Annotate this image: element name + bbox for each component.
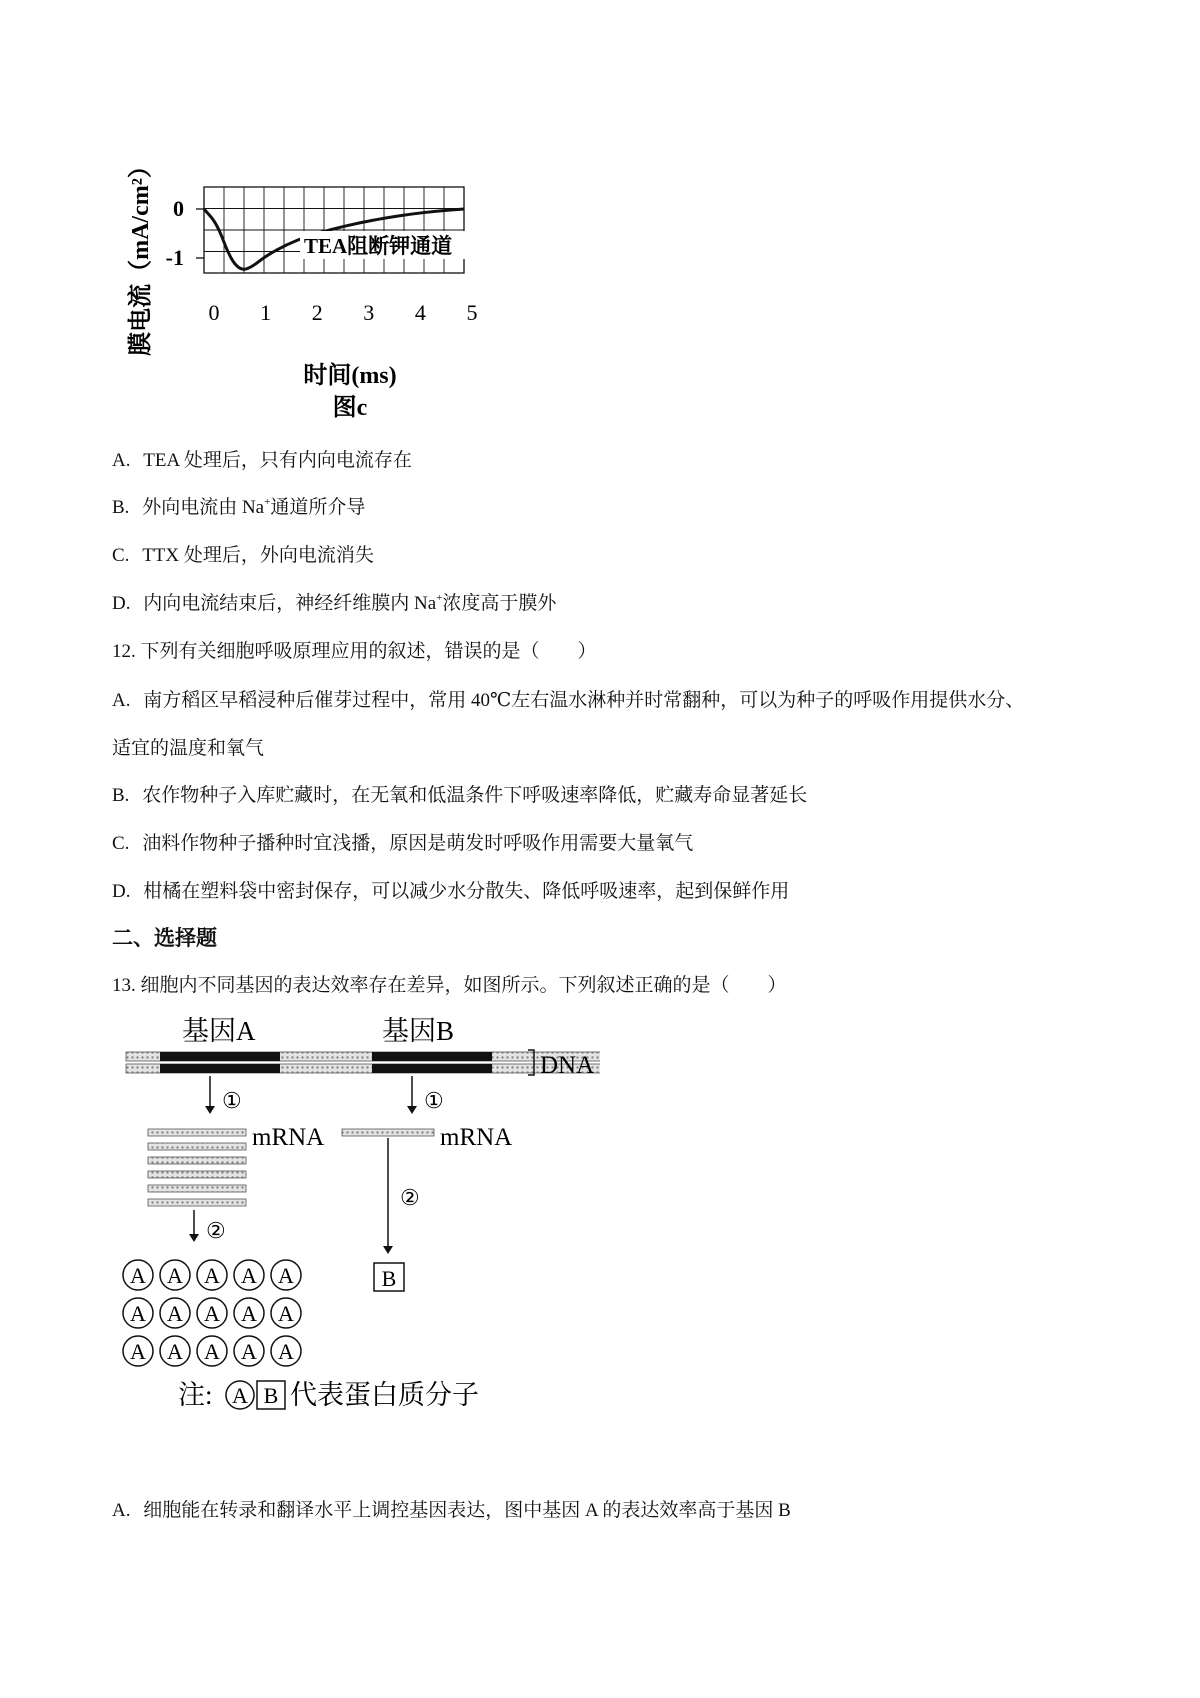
arrowhead-translation-b xyxy=(383,1246,393,1254)
protein-a-molecule xyxy=(123,1260,153,1290)
protein-a-molecule xyxy=(197,1336,227,1366)
q13-option-a xyxy=(112,1500,791,1523)
dna-strand xyxy=(126,1052,600,1073)
q12-option-b xyxy=(112,785,807,808)
q11-option-a xyxy=(112,450,412,473)
q11-option-d xyxy=(112,593,556,616)
protein-a-molecule xyxy=(123,1336,153,1366)
svg-text:A: A xyxy=(278,1263,294,1288)
protein-a-molecule xyxy=(271,1298,301,1328)
x-tick-label: 3 xyxy=(363,300,375,325)
x-axis-label: 时间(ms) xyxy=(303,363,397,389)
option-letter: A. xyxy=(112,450,131,471)
q12-stem: 12. 下列有关细胞呼吸原理应用的叙述，错误的是（ ） xyxy=(112,641,597,662)
option-text: 内向电流结束后，神经纤维膜内 Na+浓度高于膜外 xyxy=(143,592,557,614)
protein-a-molecule xyxy=(160,1298,190,1328)
svg-text:A: A xyxy=(167,1263,183,1288)
option-text: 外向电流由 Na+通道所介导 xyxy=(142,496,366,518)
protein-a-molecule xyxy=(160,1260,190,1290)
mrna-label-b: mRNA xyxy=(440,1124,513,1151)
y-tick-0: 0 xyxy=(173,196,184,221)
protein-a-molecule xyxy=(234,1298,264,1328)
q12-option-d xyxy=(112,881,789,904)
gene-a-label: 基因A xyxy=(182,1016,256,1046)
option-letter: C. xyxy=(112,545,130,566)
x-tick-label: 2 xyxy=(311,300,323,325)
option-letter: D. xyxy=(112,881,131,902)
arrowhead-translation-a xyxy=(189,1234,199,1242)
mrna-strand-a xyxy=(148,1157,246,1164)
gene-expression-figure xyxy=(110,1010,600,1430)
option-text: 柑橘在塑料袋中密封保存，可以减少水分散失、降低呼吸速率，起到保鲜作用 xyxy=(143,881,790,902)
q12-option-a-continued: 适宜的温度和氧气 xyxy=(112,738,265,759)
svg-text:A: A xyxy=(167,1301,183,1326)
arrowhead-transcription-a xyxy=(205,1106,215,1114)
q13-stem: 13. 细胞内不同基因的表达效率存在差异，如图所示。下列叙述正确的是（ ） xyxy=(112,975,787,996)
q11-option-c xyxy=(112,545,374,568)
q12-option-c xyxy=(112,833,693,856)
svg-text:A: A xyxy=(204,1301,220,1326)
option-letter: B. xyxy=(112,497,130,518)
step1-label-a: ① xyxy=(222,1088,242,1113)
x-tick-label: 1 xyxy=(260,300,272,325)
protein-a-molecule xyxy=(197,1298,227,1328)
mrna-strand-a xyxy=(148,1171,246,1178)
svg-text:A: A xyxy=(204,1339,220,1364)
svg-text:A: A xyxy=(130,1339,146,1364)
step2-label-a: ② xyxy=(206,1218,226,1243)
option-text: 农作物种子入库贮藏时，在无氧和低温条件下呼吸速率降低，贮藏寿命显著延长 xyxy=(142,785,808,806)
protein-a-molecule xyxy=(271,1336,301,1366)
mrna-strand-a xyxy=(148,1199,246,1206)
option-text: 细胞能在转录和翻译水平上调控基因表达，图中基因 A 的表达效率高于基因 B xyxy=(143,1500,791,1521)
x-tick-label: 0 xyxy=(208,300,220,325)
mrna-strand-b xyxy=(342,1129,434,1136)
option-letter: D. xyxy=(112,593,131,614)
x-ticks xyxy=(209,300,478,325)
q11-option-b xyxy=(112,497,365,520)
mrna-stack-a xyxy=(148,1129,246,1206)
option-text: 南方稻区早稻浸种后催芽过程中，常用 40℃左右温水淋种并时常翻种，可以为种子的呼吸作用提供水分、 xyxy=(143,690,1025,711)
option-letter: B. xyxy=(112,785,130,806)
protein-a-molecule xyxy=(123,1298,153,1328)
figure-note-suffix: 代表蛋白质分子 xyxy=(290,1380,479,1410)
protein-a-molecule xyxy=(234,1336,264,1366)
section-heading: 二、选择题 xyxy=(112,926,217,950)
svg-text:A: A xyxy=(241,1301,257,1326)
svg-text:A: A xyxy=(278,1339,294,1364)
option-letter: A. xyxy=(112,690,131,711)
option-text: 油料作物种子播种时宜浅播，原因是萌发时呼吸作用需要大量氧气 xyxy=(142,833,694,854)
step2-label-b: ② xyxy=(400,1185,420,1210)
protein-b-label: B xyxy=(381,1266,397,1291)
note-protein-b-label: B xyxy=(263,1383,279,1408)
mrna-strand-a xyxy=(148,1185,246,1192)
figure-note-prefix: 注: xyxy=(178,1380,213,1410)
y-tick-neg1: -1 xyxy=(165,245,184,270)
svg-text:A: A xyxy=(167,1339,183,1364)
option-text: TEA 处理后，只有内向电流存在 xyxy=(143,450,412,471)
figure-caption: 图c xyxy=(332,395,368,421)
x-tick-label: 4 xyxy=(414,300,426,325)
svg-text:A: A xyxy=(241,1339,257,1364)
protein-a-molecule xyxy=(197,1260,227,1290)
tea-annotation: TEA阻断钾通道 xyxy=(304,234,453,258)
svg-text:A: A xyxy=(204,1263,220,1288)
svg-text:A: A xyxy=(130,1263,146,1288)
option-text: TTX 处理后，外向电流消失 xyxy=(142,545,374,566)
protein-a-grid xyxy=(123,1260,301,1366)
gene-b-label: 基因B xyxy=(382,1016,455,1046)
mrna-label-a: mRNA xyxy=(252,1124,325,1151)
dna-label: DNA xyxy=(540,1052,595,1079)
note-protein-a-label: A xyxy=(232,1383,248,1408)
arrowhead-transcription-b xyxy=(407,1106,417,1114)
mrna-strand-a xyxy=(148,1129,246,1136)
protein-a-molecule xyxy=(160,1336,190,1366)
mrna-strand-a xyxy=(148,1143,246,1150)
option-letter: A. xyxy=(112,1500,131,1521)
step1-label-b: ① xyxy=(424,1088,444,1113)
figure-c xyxy=(110,125,550,425)
protein-a-molecule xyxy=(234,1260,264,1290)
option-letter: C. xyxy=(112,833,130,854)
q12-option-a xyxy=(112,690,1024,713)
protein-a-molecule xyxy=(271,1260,301,1290)
svg-text:A: A xyxy=(241,1263,257,1288)
y-axis-label: 膜电流（mA/cm²） xyxy=(128,154,154,356)
svg-text:A: A xyxy=(278,1301,294,1326)
svg-text:A: A xyxy=(130,1301,146,1326)
x-tick-label: 5 xyxy=(466,300,478,325)
